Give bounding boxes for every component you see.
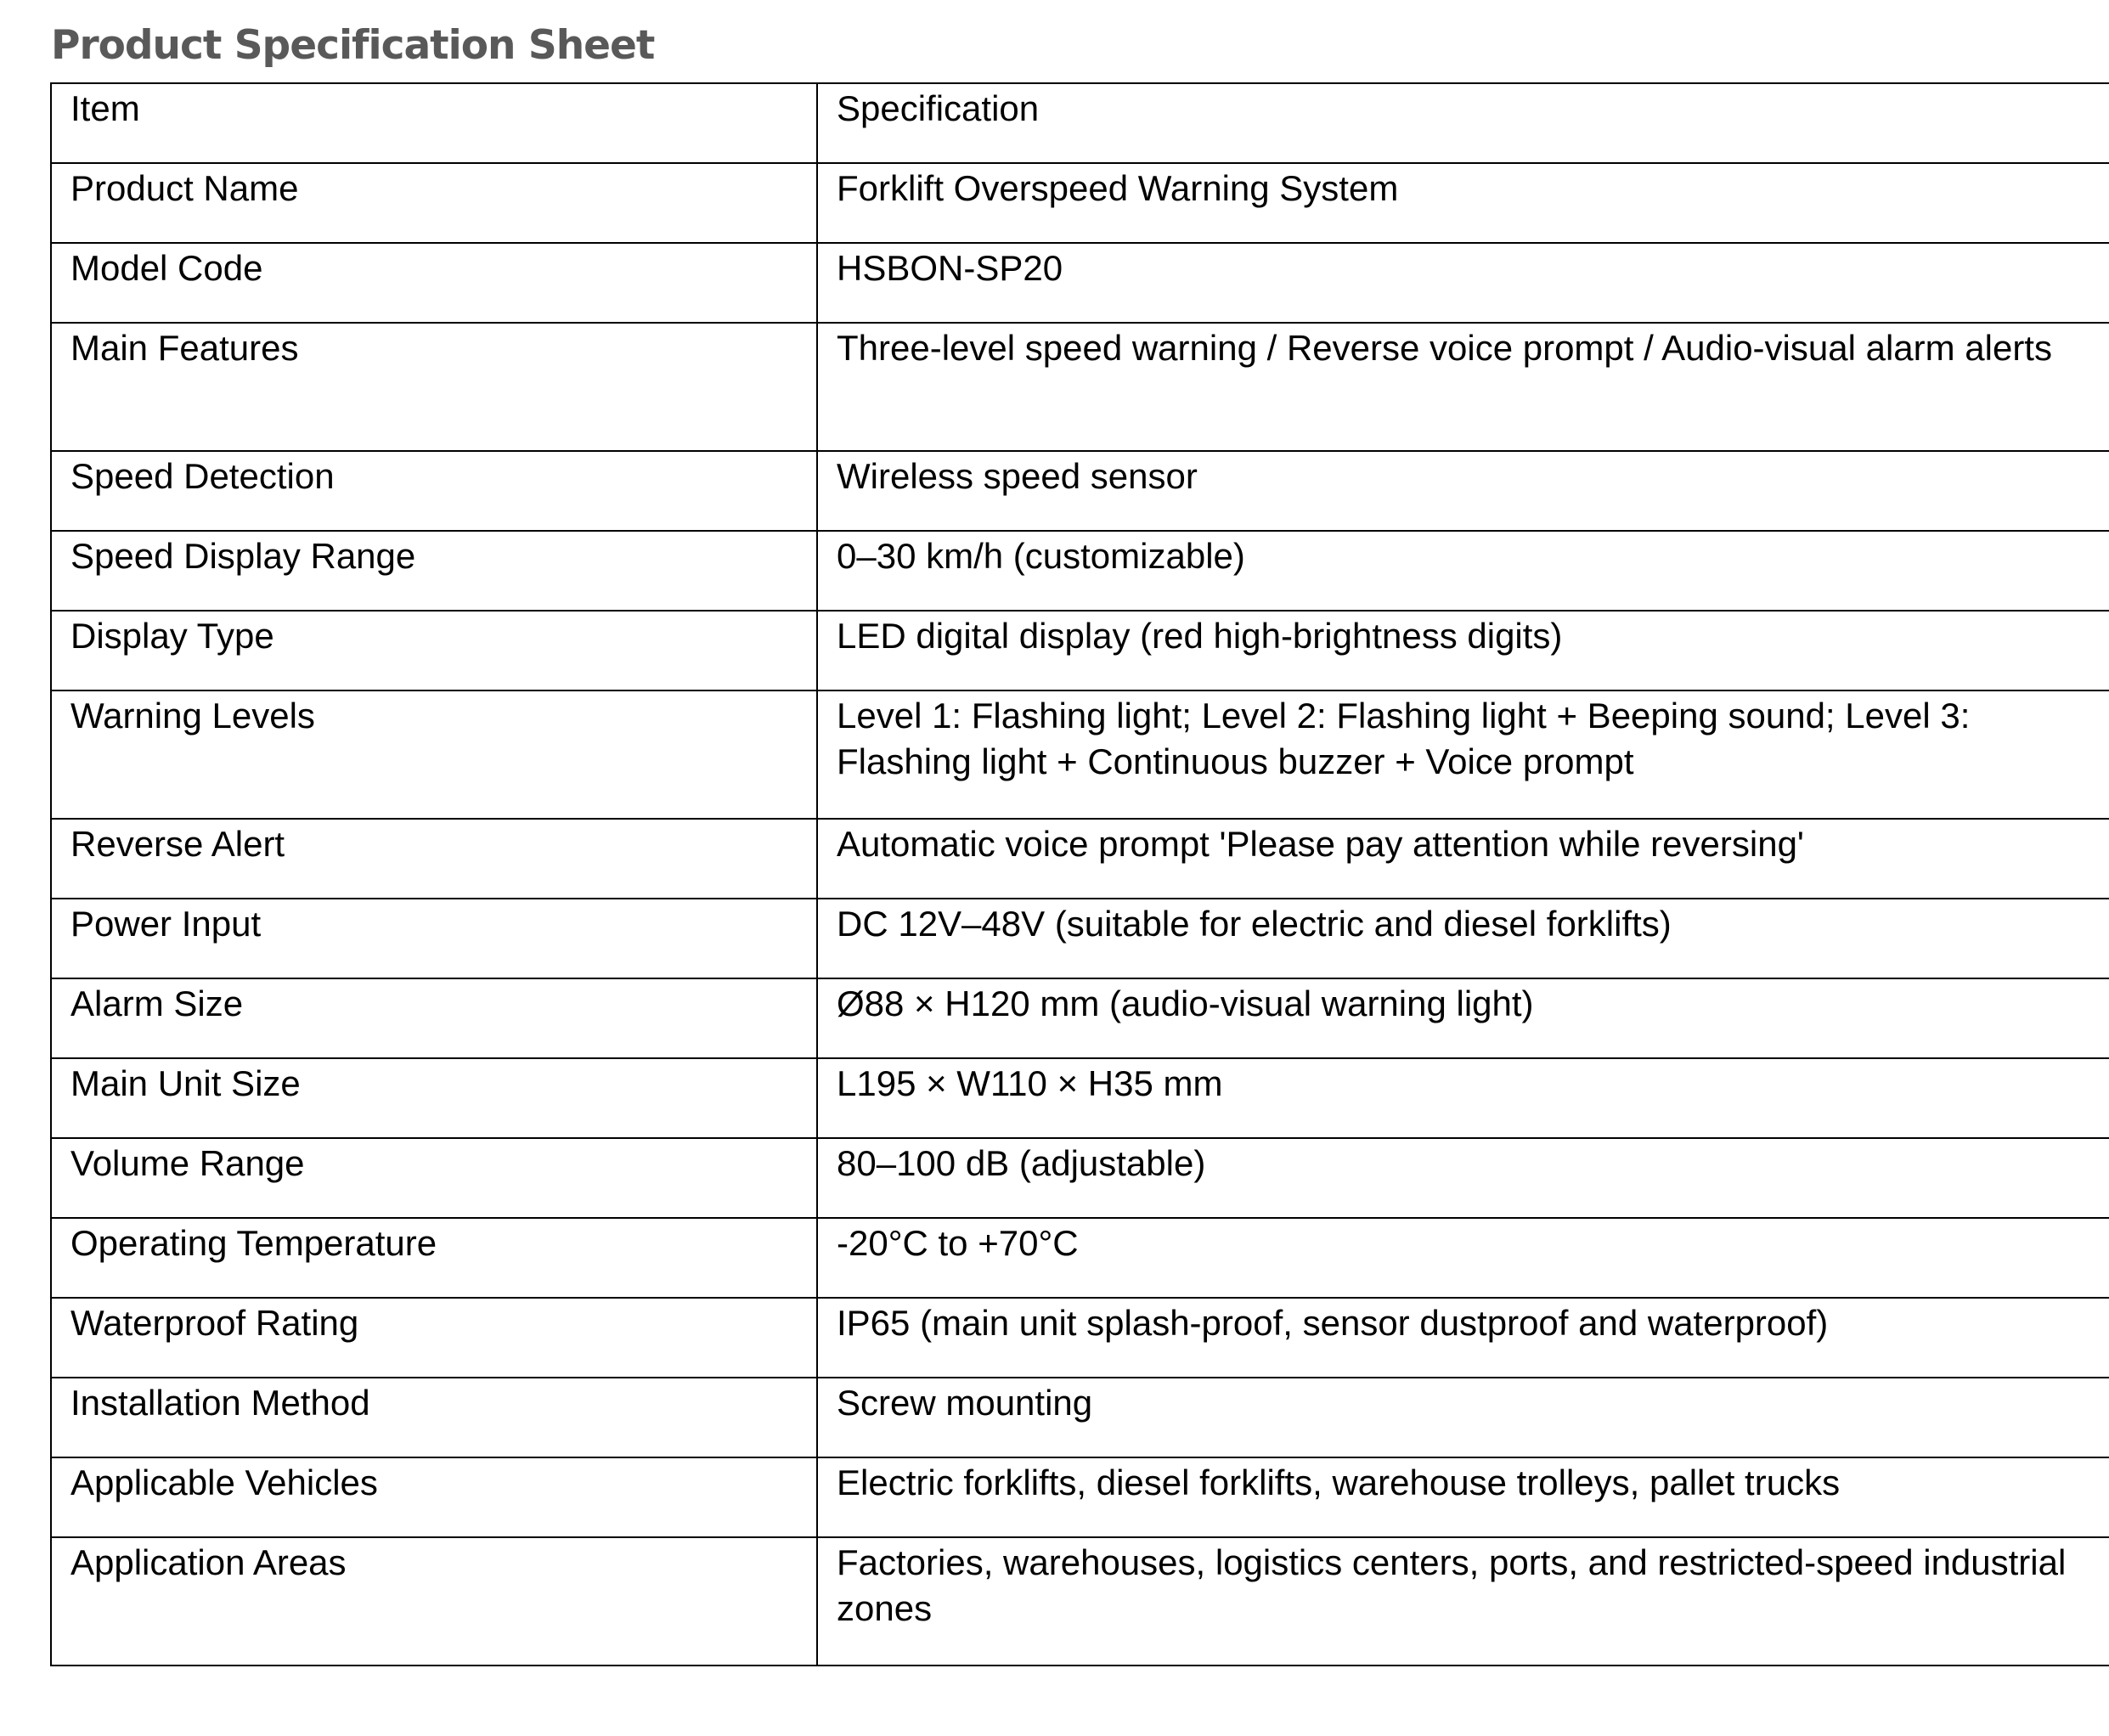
item-cell: Operating Temperature [51,1218,817,1298]
spec-cell: Forklift Overspeed Warning System [817,163,2109,243]
table-row [51,531,2109,611]
table-row [51,1457,2109,1537]
column-header-item: Item [51,83,817,163]
item-cell: Model Code [51,243,817,323]
table-row [51,1298,2109,1378]
table-row [51,899,2109,978]
item-cell: Waterproof Rating [51,1298,817,1378]
spec-cell: Ø88 × H120 mm (audio-visual warning light) [817,978,2109,1058]
table-row [51,978,2109,1058]
table-row [51,1378,2109,1457]
spec-cell: Automatic voice prompt 'Please pay attention while reversing' [817,819,2109,899]
table-row [51,611,2109,690]
table-row [51,819,2109,899]
spec-cell: HSBON-SP20 [817,243,2109,323]
spec-cell: DC 12V–48V (suitable for electric and diesel forklifts) [817,899,2109,978]
item-cell: Applicable Vehicles [51,1457,817,1537]
spec-cell: L195 × W110 × H35 mm [817,1058,2109,1138]
spec-cell: Factories, warehouses, logistics centers, ports, and restricted-speed industrial zones [817,1537,2109,1666]
table-header-row [51,83,2109,163]
item-cell: Main Unit Size [51,1058,817,1138]
table-row [51,451,2109,531]
item-cell: Product Name [51,163,817,243]
spec-cell: -20°C to +70°C [817,1218,2109,1298]
item-cell: Display Type [51,611,817,690]
spec-cell: Wireless speed sensor [817,451,2109,531]
spec-cell: LED digital display (red high-brightness digits) [817,611,2109,690]
table-row [51,163,2109,243]
spec-cell: 80–100 dB (adjustable) [817,1138,2109,1218]
item-cell: Power Input [51,899,817,978]
spec-cell: Screw mounting [817,1378,2109,1457]
item-cell: Reverse Alert [51,819,817,899]
spec-cell: Three-level speed warning / Reverse voice prompt / Audio-visual alarm alerts [817,323,2109,451]
table-row [51,243,2109,323]
item-cell: Speed Detection [51,451,817,531]
item-cell: Application Areas [51,1537,817,1666]
item-cell: Installation Method [51,1378,817,1457]
table-row [51,1058,2109,1138]
spec-table [50,82,2109,1666]
page-title: Product Specification Sheet [51,22,655,69]
item-cell: Speed Display Range [51,531,817,611]
item-cell: Warning Levels [51,690,817,819]
spec-cell: IP65 (main unit splash-proof, sensor dustproof and waterproof) [817,1298,2109,1378]
item-cell: Alarm Size [51,978,817,1058]
spec-cell: Electric forklifts, diesel forklifts, warehouse trolleys, pallet trucks [817,1457,2109,1537]
spec-cell: 0–30 km/h (customizable) [817,531,2109,611]
spec-cell: Level 1: Flashing light; Level 2: Flashing light + Beeping sound; Level 3: Flashing light + Continuous buzzer + Voice prompt [817,690,2109,819]
table-row [51,690,2109,819]
table-row [51,1138,2109,1218]
item-cell: Volume Range [51,1138,817,1218]
column-header-specification: Specification [817,83,2109,163]
item-cell: Main Features [51,323,817,451]
table-row [51,323,2109,451]
table-row [51,1218,2109,1298]
table-row [51,1537,2109,1666]
